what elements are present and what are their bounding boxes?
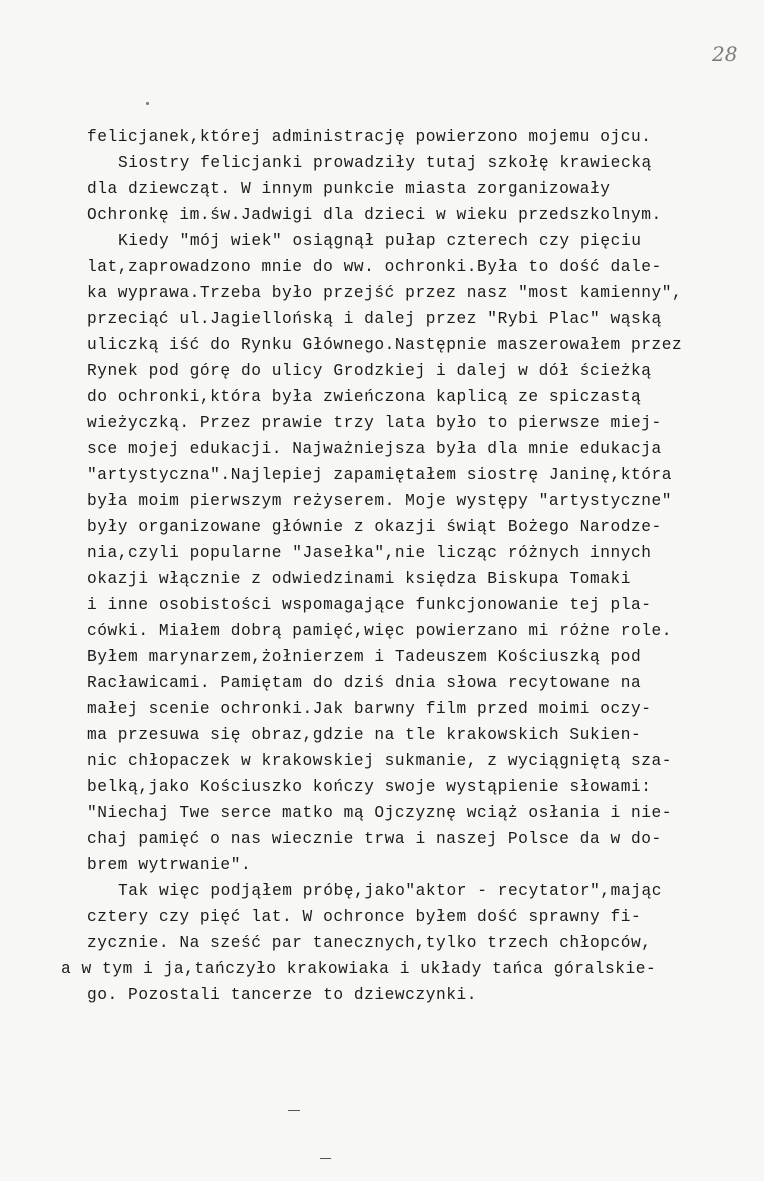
text-line-8: przeciąć ul.Jagiellońską i dalej przez "Rybi Plac" wąską bbox=[87, 310, 662, 328]
ink-speck bbox=[146, 102, 149, 105]
text-line-18: okazji włącznie z odwiedzinami księdza Biskupa Tomaki bbox=[87, 570, 631, 588]
text-line-6: lat,zaprowadzono mnie do ww. ochronki.Była to dość dale- bbox=[87, 258, 662, 276]
text-line-13: sce mojej edukacji. Najważniejsza była dla mnie edukacja bbox=[87, 440, 662, 458]
footer-dash bbox=[288, 1110, 300, 1111]
text-line-4: Ochronkę im.św.Jadwigi dla dzieci w wieku przedszkolnym. bbox=[87, 206, 662, 224]
text-line-30: Tak więc podjąłem próbę,jako"aktor - recytator",mając bbox=[118, 882, 662, 900]
text-line-14: "artystyczna".Najlepiej zapamiętałem siostrę Janinę,która bbox=[87, 466, 673, 484]
text-line-16: były organizowane głównie z okazji świąt Bożego Narodze- bbox=[87, 518, 662, 536]
text-line-12: wieżyczką. Przez prawie trzy lata było to pierwsze miej- bbox=[87, 414, 662, 432]
text-line-3: dla dziewcząt. W innym punkcie miasta zorganizowały bbox=[87, 180, 611, 198]
text-line-23: małej scenie ochronki.Jak barwny film przed moimi oczy- bbox=[87, 700, 652, 718]
text-line-26: belką,jako Kościuszko kończy swoje wystąpienie słowami: bbox=[87, 778, 652, 796]
text-line-2: Siostry felicjanki prowadziły tutaj szkołę krawiecką bbox=[118, 154, 652, 172]
text-line-19: i inne osobistości wspomagające funkcjonowanie tej pla- bbox=[87, 596, 652, 614]
text-line-25: nic chłopaczek w krakowskiej sukmanie, z wyciągniętą sza- bbox=[87, 752, 673, 770]
text-line-11: do ochronki,która była zwieńczona kaplicą ze spiczastą bbox=[87, 388, 642, 406]
text-line-17: nia,czyli popularne "Jasełka",nie licząc różnych innych bbox=[87, 544, 652, 562]
text-line-9: uliczką iść do Rynku Głównego.Następnie maszerowałem przez bbox=[87, 336, 683, 354]
text-line-10: Rynek pod górę do ulicy Grodzkiej i dalej w dół ścieżką bbox=[87, 362, 652, 380]
text-line-34: go. Pozostali tancerze to dziewczynki. bbox=[87, 986, 478, 1004]
text-line-29: brem wytrwanie". bbox=[87, 856, 252, 874]
text-line-5: Kiedy "mój wiek" osiągnął pułap czterech czy pięciu bbox=[118, 232, 642, 250]
text-line-15: była moim pierwszym reżyserem. Moje występy "artystyczne" bbox=[87, 492, 673, 510]
text-line-20: cówki. Miałem dobrą pamięć,więc powierzano mi różne role. bbox=[87, 622, 673, 640]
text-line-33: a w tym i ja,tańczyło krakowiaka i układy tańca góralskie- bbox=[61, 960, 657, 978]
text-line-28: chaj pamięć o nas wiecznie trwa i naszej Polsce da w do- bbox=[87, 830, 662, 848]
text-line-31: cztery czy pięć lat. W ochronce byłem dość sprawny fi- bbox=[87, 908, 642, 926]
text-line-27: "Niechaj Twe serce matko mą Ojczyznę wciąż osłania i nie- bbox=[87, 804, 673, 822]
page-number: 28 bbox=[712, 42, 738, 66]
text-line-24: ma przesuwa się obraz,gdzie na tle krakowskich Sukien- bbox=[87, 726, 642, 744]
text-line-21: Byłem marynarzem,żołnierzem i Tadeuszem Kościuszką pod bbox=[87, 648, 642, 666]
text-line-7: ka wyprawa.Trzeba było przejść przez nasz "most kamienny", bbox=[87, 284, 683, 302]
footer-dash bbox=[320, 1158, 331, 1159]
text-line-32: zycznie. Na sześć par tanecznych,tylko trzech chłopców, bbox=[87, 934, 652, 952]
text-line-22: Racławicami. Pamiętam do dziś dnia słowa recytowane na bbox=[87, 674, 642, 692]
text-line-1: felicjanek,której administrację powierzono mojemu ojcu. bbox=[87, 128, 652, 146]
